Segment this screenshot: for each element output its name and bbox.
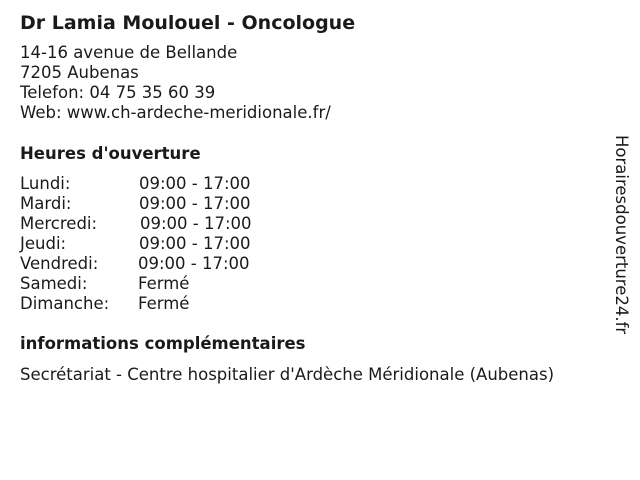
info-heading: informations complémentaires bbox=[20, 334, 306, 353]
hours-heading: Heures d'ouverture bbox=[20, 144, 201, 163]
day-label: Mardi: bbox=[20, 194, 72, 213]
day-label: Vendredi: bbox=[20, 254, 99, 273]
day-label: Samedi: bbox=[20, 274, 88, 293]
time-value: 09:00 - 17:00 bbox=[139, 174, 251, 193]
address-city: 7205 Aubenas bbox=[20, 63, 139, 82]
time-value: 09:00 - 17:00 bbox=[138, 254, 250, 273]
time-value: 09:00 - 17:00 bbox=[139, 194, 251, 213]
time-value: Fermé bbox=[138, 294, 190, 313]
page-title: Dr Lamia Moulouel - Oncologue bbox=[20, 12, 356, 34]
day-label: Jeudi: bbox=[20, 234, 67, 253]
phone-number[interactable]: Telefon: 04 75 35 60 39 bbox=[20, 83, 216, 102]
time-value: 09:00 - 17:00 bbox=[139, 234, 251, 253]
address-block bbox=[20, 43, 331, 123]
site-watermark: Horairesdouverture24.fr bbox=[612, 135, 631, 335]
website-link[interactable]: Web: www.ch-ardeche-meridionale.fr/ bbox=[20, 103, 331, 122]
address-street: 14-16 avenue de Bellande bbox=[20, 43, 238, 62]
time-value: Fermé bbox=[138, 274, 190, 293]
day-label: Mercredi: bbox=[20, 214, 98, 233]
info-text: Secrétariat - Centre hospitalier d'Ardèche Méridionale (Aubenas) bbox=[20, 365, 555, 384]
time-value: 09:00 - 17:00 bbox=[140, 214, 252, 233]
day-label: Dimanche: bbox=[20, 294, 110, 313]
day-label: Lundi: bbox=[20, 174, 71, 193]
